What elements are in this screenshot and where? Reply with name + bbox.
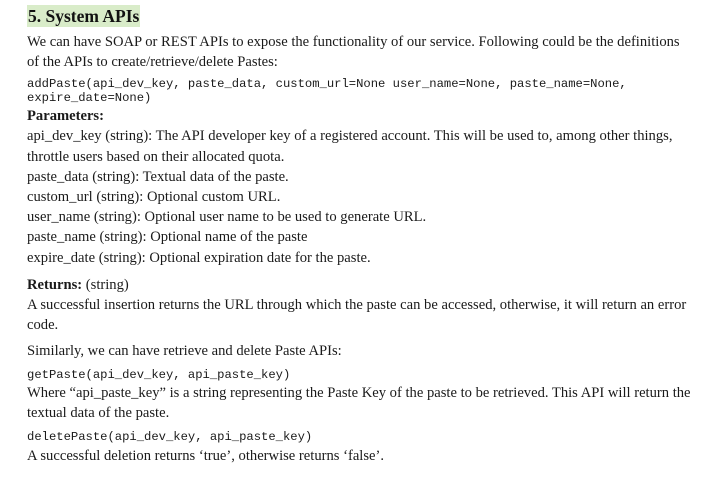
parameter-custom-url: custom_url (string): Optional custom URL. <box>27 189 281 206</box>
returns-description: A successful insertion returns the URL through which the paste can be accessed, otherwise, it will return an error code. <box>27 297 687 334</box>
section-heading: 5. System APIs <box>28 6 140 26</box>
get-paste-description: Where “api_paste_key” is a string representing the Paste Key of the paste to be retrieved. This API will return the textual data of the paste. <box>27 385 691 422</box>
add-paste-signature-line-1: addPaste(api_dev_key, paste_data, custom_url=None user_name=None, paste_name=None, <box>27 77 627 92</box>
intro-paragraph: We can have SOAP or REST APIs to expose the functionality of our service. Following could be the definitions of the APIs to create/retrieve/delete Pastes: <box>27 34 680 71</box>
parameters-label: Parameters: <box>27 108 104 125</box>
parameter-paste-name: paste_name (string): Optional name of the paste <box>27 229 308 246</box>
parameter-api-dev-key: api_dev_key (string): The API developer key of a registered account. This will be used to, among other things, throttle users based on their allocated quota. <box>27 128 673 165</box>
returns-label: Returns: <box>27 276 83 293</box>
parameters-list <box>27 126 695 267</box>
delete-paste-description: A successful deletion returns ‘true’, otherwise returns ‘false’. <box>27 447 385 464</box>
delete-paste-signature: deletePaste(api_dev_key, api_paste_key) <box>27 430 313 445</box>
parameter-user-name: user_name (string): Optional user name to be used to generate URL. <box>27 209 427 226</box>
parameter-expire-date: expire_date (string): Optional expiration date for the paste. <box>27 249 371 266</box>
add-paste-signature-line-2: expire_date=None) <box>27 90 152 105</box>
document-page <box>27 0 695 466</box>
similarly-paragraph: Similarly, we can have retrieve and delete Paste APIs: <box>27 343 342 360</box>
returns-type: (string) <box>82 276 129 293</box>
add-paste-signature <box>27 78 695 105</box>
parameter-paste-data: paste_data (string): Textual data of the paste. <box>27 168 289 185</box>
get-paste-signature: getPaste(api_dev_key, api_paste_key) <box>27 367 291 382</box>
returns-line <box>27 275 695 295</box>
